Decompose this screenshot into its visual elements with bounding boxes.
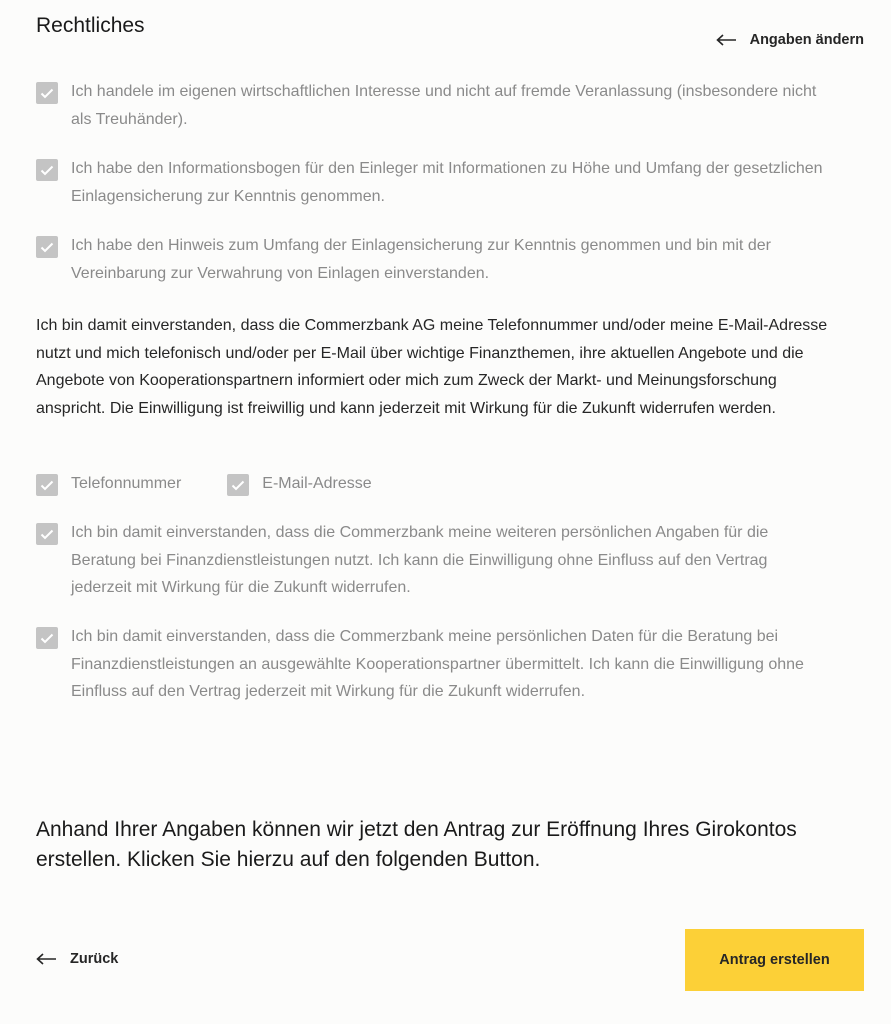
edit-details-link[interactable] <box>716 32 864 48</box>
arrow-left-icon <box>36 953 57 965</box>
contact-channel-options <box>36 473 372 498</box>
checkbox-label-partner-transfer: Ich bin damit einverstanden, dass die Commerzbank meine persönlichen Daten für die Beratung bei Finanzdienstleistungen an ausgewählte Kooperationspartner übermittelt. Ich kann die Einwilligung ohne Einfluss auf den Vertrag jederzeit mit Wirkung für die Zukunft widerrufen. <box>71 628 804 700</box>
checkbox-row-own-interest <box>36 81 836 133</box>
checkbox-label-email: E-Mail-Adresse <box>262 475 372 492</box>
checkbox-advisory-data[interactable] <box>36 523 58 545</box>
checkbox-email[interactable] <box>227 474 249 496</box>
section-title: Rechtliches <box>36 14 145 37</box>
checkmark-icon <box>40 88 54 99</box>
checkbox-row-info-sheet <box>36 158 836 210</box>
back-link[interactable] <box>36 951 118 967</box>
checkbox-label-own-interest: Ich handele im eigenen wirtschaftlichen Interesse und nicht auf fremde Veranlassung (insbesondere nicht als Treuhänder). <box>71 83 817 128</box>
option-phone <box>36 473 181 498</box>
summary-text: Anhand Ihrer Angaben können wir jetzt den Antrag zur Eröffnung Ihres Girokontos erstellen. Klicken Sie hierzu auf den folgenden Button. <box>36 818 797 871</box>
checkbox-own-interest[interactable] <box>36 82 58 104</box>
edit-details-label: Angaben ändern <box>749 32 864 48</box>
checkmark-icon <box>40 242 54 253</box>
checkbox-label-info-sheet: Ich habe den Informationsbogen für den Einleger mit Informationen zu Höhe und Umfang der gesetzlichen Einlagensicherung zur Kenntnis genommen. <box>71 160 823 205</box>
checkbox-label-phone: Telefonnummer <box>71 475 182 492</box>
back-label: Zurück <box>70 951 119 967</box>
checkbox-partner-transfer[interactable] <box>36 627 58 649</box>
checkbox-label-advisory-data: Ich bin damit einverstanden, dass die Commerzbank meine weiteren persönlichen Angaben für die Beratung bei Finanzdienstleistungen nutzt. Ich kann die Einwilligung ohne Einfluss auf den Vertrag jederzeit mit Wirkung für die Zukunft widerrufen. <box>71 524 769 596</box>
checkbox-phone[interactable] <box>36 474 58 496</box>
checkmark-icon <box>40 480 54 491</box>
checkbox-row-advisory-data <box>36 522 836 602</box>
create-application-button[interactable]: Antrag erstellen <box>685 929 864 991</box>
checkmark-icon <box>40 165 54 176</box>
checkmark-icon <box>231 480 245 491</box>
checkmark-icon <box>40 529 54 540</box>
checkbox-info-sheet[interactable] <box>36 159 58 181</box>
option-email <box>227 473 371 498</box>
checkbox-row-partner-transfer <box>36 626 836 706</box>
checkbox-row-deposit-agreement <box>36 235 836 287</box>
checkmark-icon <box>40 633 54 644</box>
checkbox-label-deposit-agreement: Ich habe den Hinweis zum Umfang der Einlagensicherung zur Kenntnis genommen und bin mit der Vereinbarung zur Verwahrung von Einlagen einverstanden. <box>71 237 771 282</box>
arrow-left-icon <box>716 34 737 46</box>
checkbox-deposit-agreement[interactable] <box>36 236 58 258</box>
marketing-consent-text: Ich bin damit einverstanden, dass die Commerzbank AG meine Telefonnummer und/oder meine E-Mail-Adresse nutzt und mich telefonisch und/oder per E-Mail über wichtige Finanzthemen, ihre aktuellen Angebote und die Angebote von Kooperationspartnern informiert oder mich zum Zweck der Markt- und Meinungsforschung anspricht. Die Einwilligung ist freiwillig und kann jederzeit mit Wirkung für die Zukunft widerrufen werden. <box>36 317 828 417</box>
